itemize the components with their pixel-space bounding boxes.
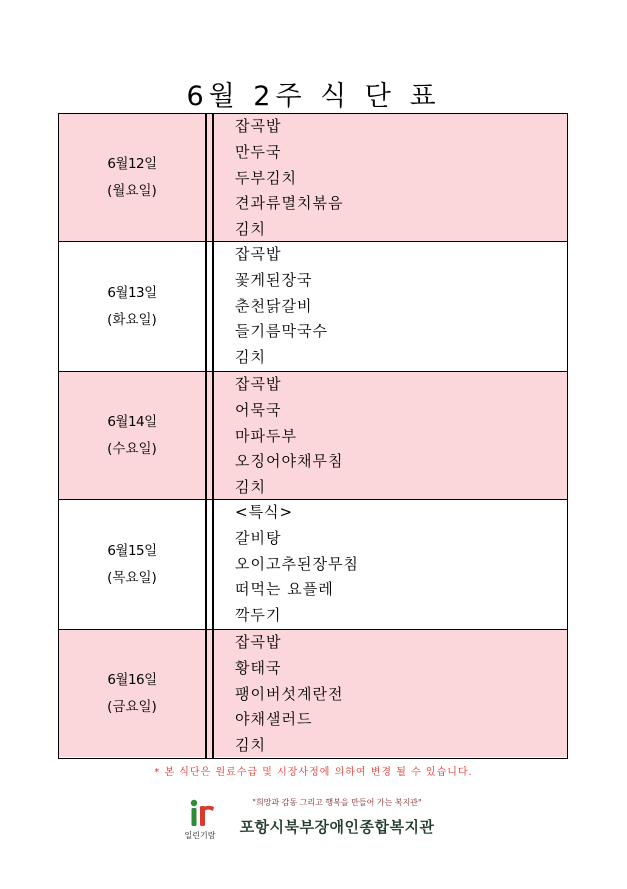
dish-item: 오이고추된장무침 (235, 554, 359, 573)
dish-item: 잡곡밥 (235, 117, 282, 135)
day-row-wed (59, 372, 567, 500)
dish-list (235, 114, 567, 241)
dish-item: 김치 (235, 736, 266, 755)
slogan: "희망과 감동 그리고 행복을 만들어 가는 복지관" (252, 798, 422, 807)
dish-list (235, 242, 567, 371)
divider-line (212, 371, 214, 500)
dish-item: 어묵국 (235, 400, 282, 419)
date-cell (59, 500, 205, 629)
dish-item: 갈비탕 (235, 528, 282, 547)
weekday-label: (금요일) (107, 698, 157, 715)
divider-line (205, 371, 207, 500)
dish-item: 만두국 (235, 142, 282, 161)
date-cell (59, 372, 205, 499)
weekday-label: (목요일) (107, 569, 157, 586)
menu-table (58, 113, 568, 759)
weekday-label: (화요일) (107, 311, 157, 328)
day-row-mon (59, 114, 567, 242)
dish-item: 김치 (235, 220, 266, 239)
divider-line (212, 113, 214, 242)
logo-text: 일린기람 (184, 831, 216, 840)
date-label: 6월12일 (107, 155, 157, 172)
dish-item: 마파두부 (235, 426, 297, 445)
dish-item: 떠먹는 요플레 (235, 580, 334, 599)
weekday-label: (월요일) (107, 182, 157, 199)
dish-item: 야채샐러드 (235, 710, 313, 729)
organization-name: 포항시북부장애인종합복지관 (239, 818, 435, 836)
divider-line (212, 241, 214, 372)
divider-line (212, 499, 214, 630)
date-cell (59, 630, 205, 757)
dish-item: <특식> (235, 503, 294, 521)
day-row-fri (59, 630, 567, 757)
divider-line (205, 113, 207, 242)
day-row-tue (59, 242, 567, 372)
dish-item: 춘천닭갈비 (235, 296, 313, 315)
divider-line (205, 629, 207, 758)
divider-line (212, 629, 214, 758)
dish-item: 황태국 (235, 658, 282, 677)
dish-item: 잡곡밥 (235, 245, 282, 263)
dish-item: 팽이버섯계란전 (235, 684, 344, 703)
date-label: 6월15일 (107, 542, 157, 559)
logo (180, 798, 220, 842)
page-title: 6월 2주 식 단 표 (186, 81, 441, 112)
date-cell (59, 114, 205, 241)
dish-list (235, 372, 567, 499)
footer (180, 792, 450, 844)
dish-item: 잡곡밥 (235, 633, 282, 651)
dish-item: 꽃게된장국 (235, 270, 313, 289)
date-label: 6월14일 (107, 413, 157, 430)
dish-item: 오징어야채무침 (235, 452, 344, 471)
dish-item: 잡곡밥 (235, 375, 282, 393)
welfare-logo-icon (186, 798, 216, 828)
dish-item: 김치 (235, 478, 266, 497)
dish-item: 들기름막국수 (235, 322, 328, 341)
dish-item: 김치 (235, 348, 266, 367)
date-label: 6월13일 (107, 284, 157, 301)
date-cell (59, 242, 205, 371)
day-row-thu (59, 500, 567, 630)
notice-text: * 본 식단은 원료수급 및 시장사정에 의하여 변경 될 수 있습니다. (154, 767, 473, 778)
dish-list (235, 500, 567, 629)
weekday-label: (수요일) (107, 440, 157, 457)
divider-line (205, 241, 207, 372)
date-label: 6월16일 (107, 671, 157, 688)
dish-list (235, 630, 567, 757)
divider-line (205, 499, 207, 630)
dish-item: 깍두기 (235, 606, 282, 625)
dish-item: 두부김치 (235, 168, 297, 187)
dish-item: 견과류멸치볶음 (235, 194, 344, 213)
